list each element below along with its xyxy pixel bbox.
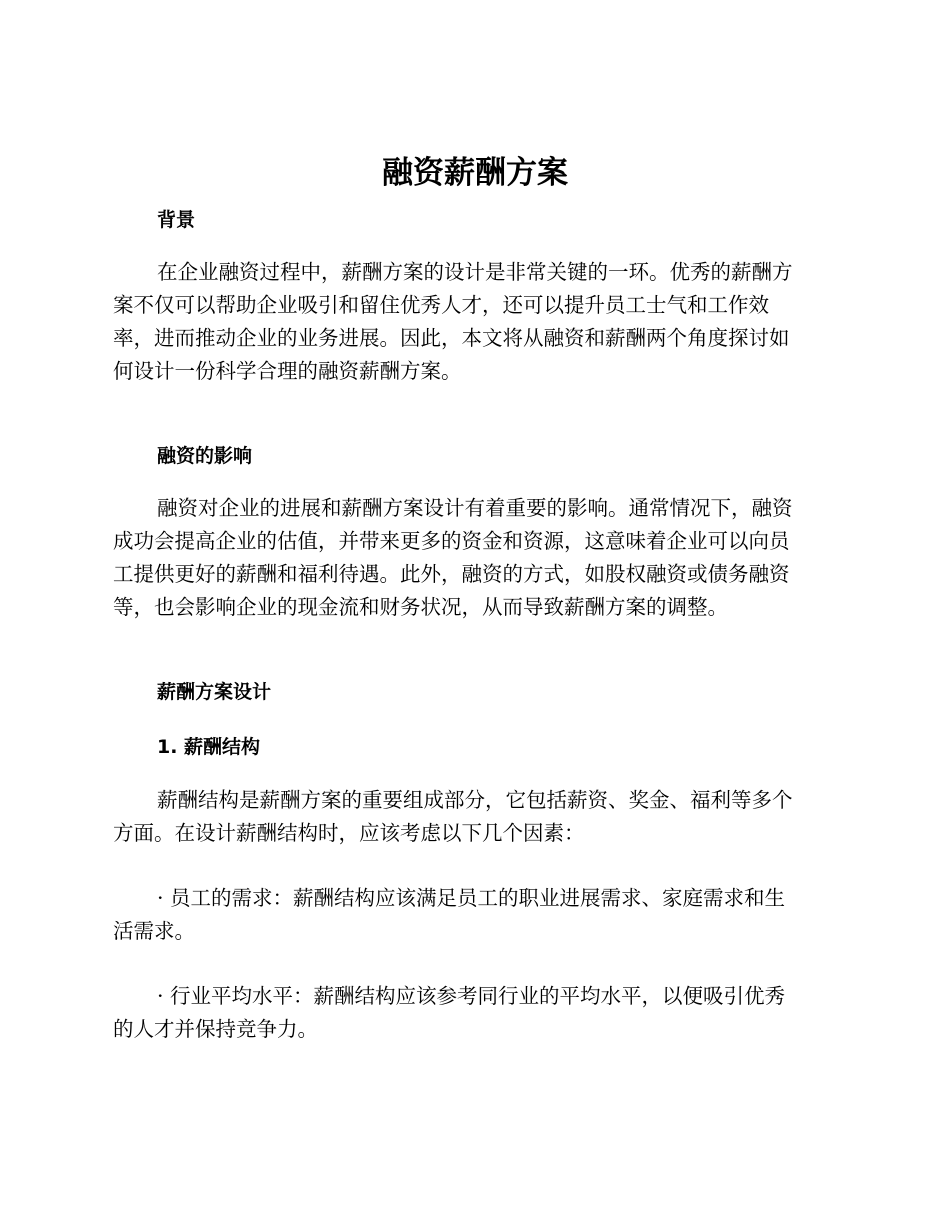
section-heading-design: 薪酬方案设计 [157, 681, 272, 703]
bullet-line: 活需求。 [113, 919, 195, 943]
paragraph-background [113, 256, 833, 388]
bullet-employee-needs [113, 882, 833, 948]
paragraph-line: 工提供更好的薪酬和福利待遇。此外，融资的方式，如股权融资或债务融资 [113, 562, 790, 586]
paragraph-salary-structure [113, 784, 833, 850]
paragraph-line: 方面。在设计薪酬结构时，应该考虑以下几个因素： [113, 821, 585, 845]
section-heading-impact: 融资的影响 [157, 445, 253, 467]
paragraph-line: 在企业融资过程中，薪酬方案的设计是非常关键的一环。优秀的薪酬方 [157, 260, 793, 284]
bullet-industry-average [113, 980, 833, 1046]
paragraph-line: 成功会提高企业的估值，并带来更多的资金和资源，这意味着企业可以向员 [113, 529, 790, 553]
document-title: 融资薪酬方案 [382, 155, 568, 191]
paragraph-line: 融资对企业的进展和薪酬方案设计有着重要的影响。通常情况下，融资 [157, 496, 793, 520]
paragraph-line: 何设计一份科学合理的融资薪酬方案。 [113, 359, 462, 383]
bullet-line: 的人才并保持竞争力。 [113, 1017, 318, 1041]
paragraph-line: 薪酬结构是薪酬方案的重要组成部分，它包括薪资、奖金、福利等多个 [157, 788, 793, 812]
paragraph-impact [113, 492, 833, 624]
paragraph-line: 率，进而推动企业的业务进展。因此，本文将从融资和薪酬两个角度探讨如 [113, 326, 790, 350]
bullet-line: · 行业平均水平：薪酬结构应该参考同行业的平均水平，以便吸引优秀 [157, 984, 786, 1008]
paragraph-line: 案不仅可以帮助企业吸引和留住优秀人才，还可以提升员工士气和工作效 [113, 293, 769, 317]
subheading-salary-structure: 1. 薪酬结构 [157, 736, 261, 758]
paragraph-line: 等，也会影响企业的现金流和财务状况，从而导致薪酬方案的调整。 [113, 595, 728, 619]
section-heading-background: 背景 [157, 209, 196, 231]
bullet-line: · 员工的需求：薪酬结构应该满足员工的职业进展需求、家庭需求和生 [157, 886, 786, 910]
